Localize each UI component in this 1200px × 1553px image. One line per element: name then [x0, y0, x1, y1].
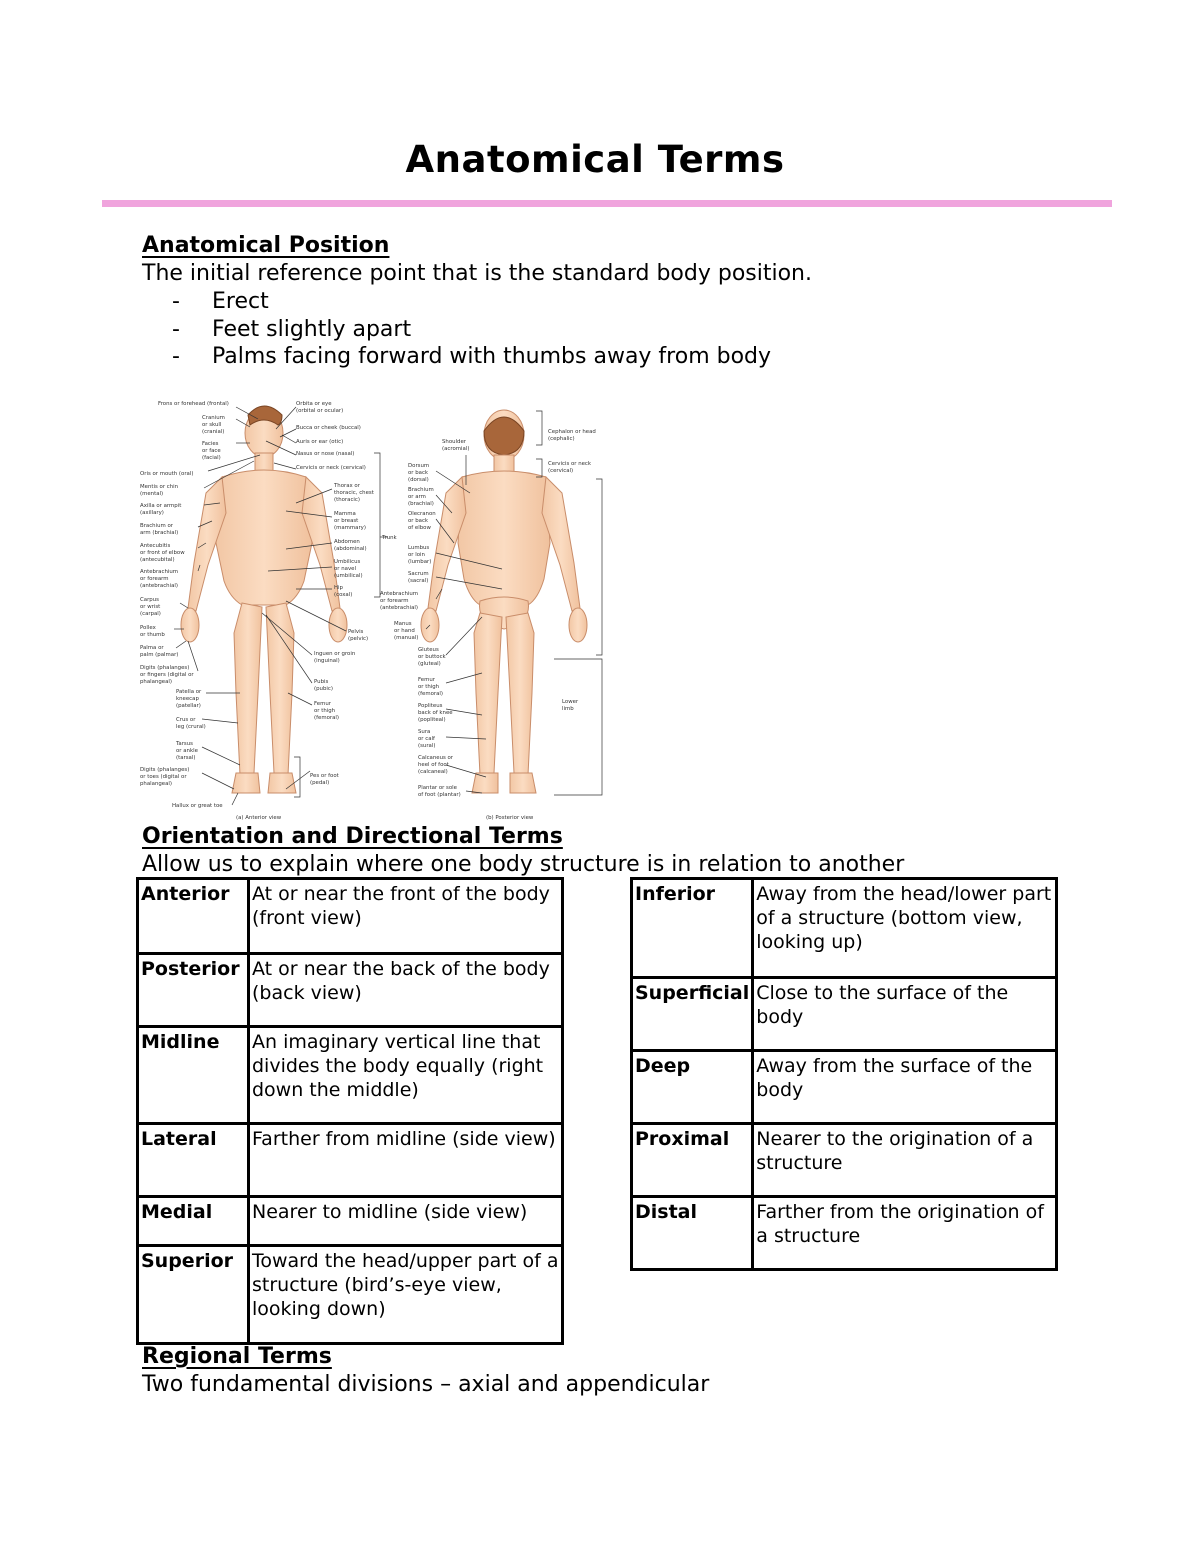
list-item: - Feet slightly apart	[172, 316, 412, 342]
svg-text:or hand: or hand	[394, 628, 415, 634]
svg-text:(cervical): (cervical)	[548, 468, 574, 474]
svg-text:(gluteal): (gluteal)	[418, 661, 441, 667]
svg-text:Femur: Femur	[314, 701, 332, 707]
svg-text:Antebrachium: Antebrachium	[140, 569, 179, 575]
table-row	[632, 978, 1057, 1051]
svg-text:or thumb: or thumb	[140, 632, 165, 638]
svg-text:(pubic): (pubic)	[314, 686, 333, 692]
svg-text:Digits (phalanges): Digits (phalanges)	[140, 665, 190, 671]
svg-text:Plantar or sole: Plantar or sole	[418, 785, 457, 791]
section-heading-regional-terms: Regional Terms	[142, 1344, 332, 1369]
svg-text:Cervicis or neck (cervical): Cervicis or neck (cervical)	[296, 465, 366, 471]
svg-text:Palma or: Palma or	[140, 645, 164, 651]
svg-text:Nasus or nose (nasal): Nasus or nose (nasal)	[296, 451, 355, 457]
svg-text:Trunk: Trunk	[382, 535, 397, 541]
svg-text:Facies: Facies	[202, 441, 219, 447]
svg-text:Orbita or eye: Orbita or eye	[296, 401, 332, 407]
title-divider	[102, 200, 1112, 207]
svg-text:or forearm: or forearm	[140, 576, 169, 582]
svg-text:Antecubitis: Antecubitis	[140, 543, 171, 549]
svg-text:(coxal): (coxal)	[334, 592, 353, 598]
svg-text:or loin: or loin	[408, 552, 425, 558]
svg-text:Bucca or cheek (buccal): Bucca or cheek (buccal)	[296, 425, 361, 431]
svg-text:Antebrachium: Antebrachium	[380, 591, 419, 597]
svg-text:(abdominal): (abdominal)	[334, 546, 367, 552]
svg-text:Crus or: Crus or	[176, 717, 196, 723]
svg-text:back of knee: back of knee	[418, 710, 453, 716]
svg-text:Brachium: Brachium	[408, 487, 434, 493]
table-row	[138, 1124, 563, 1197]
svg-text:(sural): (sural)	[418, 743, 436, 749]
svg-text:or wrist: or wrist	[140, 604, 161, 610]
table-row	[138, 879, 563, 954]
anatomy-figure	[136, 393, 614, 823]
svg-text:Hip: Hip	[334, 585, 343, 591]
bullet-text: Erect	[212, 289, 269, 314]
definition-cell: Farther from midline (side view)	[249, 1124, 563, 1197]
svg-text:of elbow: of elbow	[408, 525, 431, 531]
page-title: Anatomical Terms	[405, 138, 785, 181]
svg-text:Lumbus: Lumbus	[408, 545, 430, 551]
section-description-regional-terms: Two fundamental divisions – axial and appendicular	[142, 1372, 710, 1397]
svg-text:or buttock: or buttock	[418, 654, 446, 660]
table-row	[138, 1027, 563, 1124]
svg-text:Olecranon: Olecranon	[408, 511, 436, 517]
svg-text:Oris or mouth (oral): Oris or mouth (oral)	[140, 471, 194, 477]
svg-text:Lower: Lower	[562, 699, 579, 705]
svg-text:of foot (plantar): of foot (plantar)	[418, 792, 461, 798]
term-cell: Superficial	[632, 978, 753, 1051]
svg-text:Carpus: Carpus	[140, 597, 159, 603]
svg-text:Umbilicus: Umbilicus	[334, 559, 361, 565]
svg-text:limb: limb	[562, 706, 574, 712]
svg-text:leg (crural): leg (crural)	[176, 724, 206, 730]
bullet-text: Palms facing forward with thumbs away from body	[212, 344, 772, 369]
definition-cell: Nearer to midline (side view)	[249, 1197, 563, 1246]
svg-text:(pelvic): (pelvic)	[348, 636, 369, 642]
svg-text:Gluteus: Gluteus	[418, 647, 439, 653]
svg-text:Shoulder: Shoulder	[442, 439, 467, 445]
section-heading-anatomical-position: Anatomical Position	[142, 233, 390, 258]
svg-text:Manus: Manus	[394, 621, 412, 627]
svg-text:(carpal): (carpal)	[140, 611, 161, 617]
term-cell: Posterior	[138, 954, 249, 1027]
section-heading-directional-terms: Orientation and Directional Terms	[142, 824, 563, 849]
svg-text:thoracic, chest: thoracic, chest	[334, 490, 374, 496]
svg-text:Inguen or groin: Inguen or groin	[314, 651, 356, 657]
svg-text:Pubis: Pubis	[314, 679, 329, 685]
svg-text:(antecubital): (antecubital)	[140, 557, 175, 563]
table-row	[632, 879, 1057, 978]
svg-text:(umbilical): (umbilical)	[334, 573, 363, 579]
definition-cell: Toward the head/upper part of a structure (bird’s-eye view, looking down)	[249, 1246, 563, 1344]
table-row	[632, 1124, 1057, 1197]
svg-text:or ankle: or ankle	[176, 748, 198, 754]
svg-text:Abdomen: Abdomen	[334, 539, 360, 545]
term-cell: Anterior	[138, 879, 249, 954]
svg-text:Frons or forehead (frontal): Frons or forehead (frontal)	[158, 401, 229, 407]
list-item: - Palms facing forward with thumbs away from body	[172, 344, 772, 369]
svg-text:(cranial): (cranial)	[202, 429, 225, 435]
svg-text:Auris or ear (otic): Auris or ear (otic)	[296, 439, 344, 445]
svg-text:arm (brachial): arm (brachial)	[140, 530, 179, 536]
svg-text:(orbital or ocular): (orbital or ocular)	[296, 408, 344, 414]
section-description-directional-terms: Allow us to explain where one body structure is in relation to another	[142, 852, 905, 877]
svg-text:(pedal): (pedal)	[310, 780, 330, 786]
term-cell: Medial	[138, 1197, 249, 1246]
svg-text:or thigh: or thigh	[314, 708, 336, 714]
svg-text:phalangeal): phalangeal)	[140, 781, 173, 787]
svg-text:Pollex: Pollex	[140, 625, 156, 631]
term-cell: Deep	[632, 1051, 753, 1124]
svg-text:(facial): (facial)	[202, 455, 221, 461]
definition-cell: An imaginary vertical line that divides the body equally (right down the middle)	[249, 1027, 563, 1124]
svg-text:(femoral): (femoral)	[418, 691, 443, 697]
svg-text:or breast: or breast	[334, 518, 359, 524]
definition-cell: Away from the surface of the body	[753, 1051, 1057, 1124]
list-item: - Erect	[172, 289, 269, 314]
term-cell: Inferior	[632, 879, 753, 978]
svg-text:(thoracic): (thoracic)	[334, 497, 360, 503]
svg-text:Digits (phalanges): Digits (phalanges)	[140, 767, 190, 773]
definition-cell: Farther from the origination of a structure	[753, 1197, 1057, 1270]
svg-text:(cephalic): (cephalic)	[548, 436, 575, 442]
svg-text:or calf: or calf	[418, 736, 435, 742]
svg-text:Hallux or great toe: Hallux or great toe	[172, 803, 223, 809]
svg-text:or back: or back	[408, 470, 429, 476]
svg-text:(axillary): (axillary)	[140, 510, 164, 516]
svg-text:or navel: or navel	[334, 566, 356, 572]
svg-text:Patella or: Patella or	[176, 689, 202, 695]
bullet-text: Feet slightly apart	[212, 316, 412, 342]
svg-text:or skull: or skull	[202, 422, 222, 428]
svg-text:Cephalon or head: Cephalon or head	[548, 429, 596, 435]
definition-cell: Away from the head/lower part of a structure (bottom view, looking up)	[753, 879, 1057, 978]
svg-text:or toes (digital or: or toes (digital or	[140, 774, 187, 780]
svg-text:(patellar): (patellar)	[176, 703, 201, 709]
svg-text:(femoral): (femoral)	[314, 715, 339, 721]
table-row	[138, 1197, 563, 1246]
term-cell: Proximal	[632, 1124, 753, 1197]
svg-text:or back: or back	[408, 518, 429, 524]
svg-text:palm (palmar): palm (palmar)	[140, 652, 179, 658]
svg-text:or fingers (digital or: or fingers (digital or	[140, 672, 194, 678]
svg-text:phalangeal): phalangeal)	[140, 679, 173, 685]
svg-text:kneecap: kneecap	[176, 696, 199, 702]
svg-text:(inguinal): (inguinal)	[314, 658, 340, 664]
definition-cell: Nearer to the origination of a structure	[753, 1124, 1057, 1197]
svg-text:or arm: or arm	[408, 494, 426, 500]
table-row	[138, 1246, 563, 1344]
svg-text:Axilla or armpit: Axilla or armpit	[140, 503, 182, 509]
svg-text:Calcaneus or: Calcaneus or	[418, 755, 454, 761]
svg-text:Sura: Sura	[418, 729, 431, 735]
svg-text:(sacral): (sacral)	[408, 578, 429, 584]
svg-text:Brachium or: Brachium or	[140, 523, 173, 529]
svg-text:(tarsal): (tarsal)	[176, 755, 196, 761]
directional-terms-table-left	[136, 877, 564, 1345]
svg-text:Thorax or: Thorax or	[334, 483, 360, 489]
svg-text:Cervicis or neck: Cervicis or neck	[548, 461, 592, 467]
svg-text:or forearm: or forearm	[380, 598, 409, 604]
term-cell: Distal	[632, 1197, 753, 1270]
svg-text:(dorsal): (dorsal)	[408, 477, 429, 483]
svg-text:Pelvis: Pelvis	[348, 629, 364, 635]
svg-text:Dorsum: Dorsum	[408, 463, 430, 469]
svg-text:(lumbar): (lumbar)	[408, 559, 432, 565]
svg-text:(acromial): (acromial)	[442, 446, 470, 452]
svg-text:Pes or foot: Pes or foot	[310, 773, 339, 779]
svg-text:or thigh: or thigh	[418, 684, 440, 690]
svg-text:(antebrachial): (antebrachial)	[140, 583, 178, 589]
definition-cell: Close to the surface of the body	[753, 978, 1057, 1051]
svg-text:or face: or face	[202, 448, 221, 454]
svg-text:(a) Anterior view: (a) Anterior view	[236, 815, 282, 821]
svg-text:(brachial): (brachial)	[408, 501, 434, 507]
definition-cell: At or near the back of the body (back view)	[249, 954, 563, 1027]
table-row	[632, 1051, 1057, 1124]
svg-text:(mammary): (mammary)	[334, 525, 366, 531]
table-row	[632, 1197, 1057, 1270]
svg-text:(b) Posterior view: (b) Posterior view	[486, 815, 534, 821]
svg-text:Mamma: Mamma	[334, 511, 356, 517]
definition-cell: At or near the front of the body (front view)	[249, 879, 563, 954]
svg-text:Cranium: Cranium	[202, 415, 225, 421]
svg-text:Femur: Femur	[418, 677, 436, 683]
directional-terms-table-right	[630, 877, 1058, 1271]
bullet-list	[172, 288, 771, 371]
svg-text:Popliteus: Popliteus	[418, 703, 443, 709]
svg-text:heel of foot: heel of foot	[418, 762, 449, 768]
svg-text:(calcaneal): (calcaneal)	[418, 769, 448, 775]
table-row	[138, 954, 563, 1027]
term-cell: Lateral	[138, 1124, 249, 1197]
svg-text:or front of elbow: or front of elbow	[140, 550, 185, 556]
svg-text:Tarsus: Tarsus	[176, 741, 193, 747]
svg-text:(antebrachial): (antebrachial)	[380, 605, 418, 611]
term-cell: Midline	[138, 1027, 249, 1124]
svg-text:(popliteal): (popliteal)	[418, 717, 446, 723]
svg-text:(mental): (mental)	[140, 491, 164, 497]
svg-text:(manual): (manual)	[394, 635, 419, 641]
section-description-anatomical-position: The initial reference point that is the standard body position.	[142, 261, 812, 286]
term-cell: Superior	[138, 1246, 249, 1344]
svg-text:Sacrum: Sacrum	[408, 571, 429, 577]
svg-text:Mentis or chin: Mentis or chin	[140, 484, 179, 490]
